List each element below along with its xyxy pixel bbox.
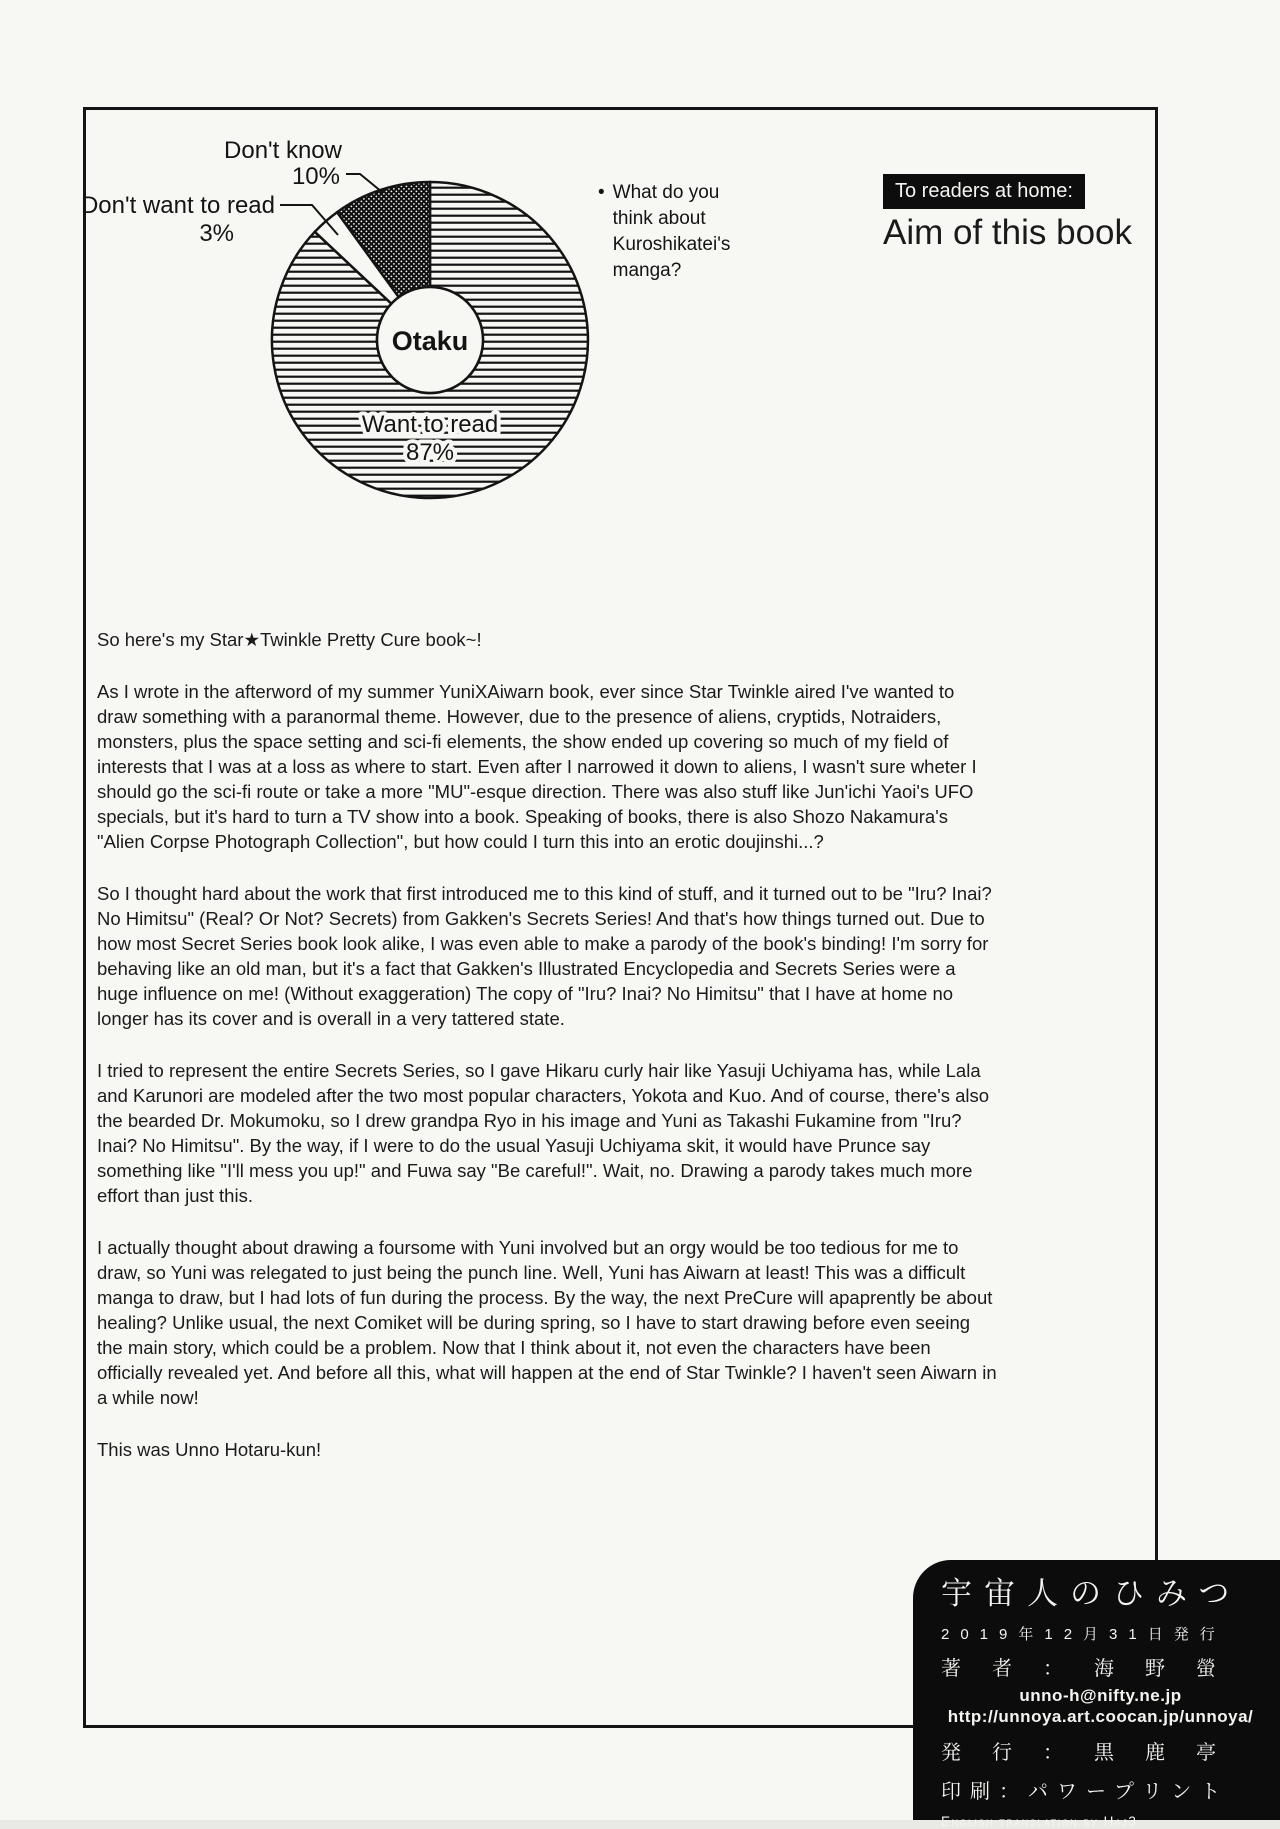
paragraph-4: I actually thought about drawing a foursome with Yuni involved but an orgy would be too tedious for me to draw, so Yuni was relegated to just being the punch line. Well, Yuni has Aiwarn at least! This was a difficult manga to draw, but I had lots of fun during the process. By the way, the next PreCure will apaprently be about healing? Unlike usual, the next Comiket will be during spring, so I have to start drawing before even seeing the main story, which could be a problem. Now that I think about it, not even the characters have been officially revealed yet. And before all this, what will happen at the end of Star Twinkle? I haven't seen Aiwarn in a while now! <box>97 1237 997 1408</box>
pie-chart-svg <box>60 100 600 510</box>
pie-label-dont-know: Don't know <box>224 137 342 164</box>
colophon <box>913 1560 1280 1829</box>
colophon-author: 著者：海野螢 <box>941 1658 1247 1680</box>
pie-label-dont-know-pct: 10% <box>291 163 340 190</box>
colophon-publisher: 発行：黒鹿亭 <box>941 1742 1247 1764</box>
pie-center-label: Otaku <box>391 326 469 356</box>
paragraph-1: As I wrote in the afterword of my summer YuniXAiwarn book, ever since Star Twinkle aired I've wanted to draw something with a paranormal theme. However, due to the presence of aliens, cryptids, Notraiders, monsters, plus the space setting and sci-fi elements, the show ended up covering so much of my field of interests that I was at a loss as where to start. Even after I narrowed it down to aliens, I wasn't sure wheter I should go the sci-fi route or take a more "MU"-esque direction. There was also stuff like Jun'ichi Yaoi's UFO specials, but it's hard to turn a TV show into a book. Speaking of books, there is also Shozo Nakamura's "Alien Corpse Photograph Collection", but how could I turn this into an erotic doujinshi...? <box>97 681 977 852</box>
paragraph-3: I tried to represent the entire Secrets Series, so I gave Hikaru curly hair like Yasuji Uchiyama has, while Lala and Karunori are modeled after the two most popular characters, Yokota and Kuo. And of course, there's also the bearded Dr. Mokumoku, so I drew grandpa Ryo in his image and Yuni as Takashi Fukamine from "Iru? Inai? No Himitsu". By the way, if I were to do the usual Yasuji Uchiyama skit, it would have Prunce say something like "I'll mess you up!" and Fuwa say "Be careful!". Wait, no. Drawing a parody takes much more effort than just this. <box>97 1060 990 1206</box>
aim-title: Aim of this book <box>883 213 1132 252</box>
colophon-printer: 印刷：パワープリント <box>941 1781 1230 1803</box>
pie-label-dont-want: Don't want to read <box>80 192 275 219</box>
bullet-icon: • <box>598 182 605 203</box>
question-text: What do you think about Kuroshikatei's manga? <box>612 182 731 281</box>
afterword-text <box>97 627 997 1489</box>
readers-badge: To readers at home: <box>883 174 1085 209</box>
colophon-email: unno-h@nifty.ne.jp <box>1019 1686 1182 1705</box>
colophon-url: http://unnoya.art.coocan.jp/unnoya/ <box>947 1707 1254 1726</box>
colophon-translation-credit: English translation by Haj3 <box>941 1814 1138 1829</box>
question-note <box>598 180 748 284</box>
leader-line-dont-know <box>346 174 382 192</box>
paragraph-intro: So here's my Star★Twinkle Pretty Cure book~! <box>97 629 482 650</box>
colophon-date: 2019年12月31日発行 <box>941 1626 1226 1643</box>
paragraph-2: So I thought hard about the work that first introduced me to this kind of stuff, and it turned out to be "Iru? Inai? No Himitsu" (Real? Or Not? Secrets) from Gakken's Secrets Series! And that's how things turned out. Due to how most Secret Series book look alike, I was even able to make a parody of the book's binding! I'm sorry for behaving like an old man, but it's a fact that Gakken's Illustrated Encyclopedia and Secrets Series were a huge influence on me! (Without exaggeration) The copy of "Iru? Inai? No Himitsu" that I have at home no longer has its cover and is overall in a very tattered state. <box>97 883 992 1029</box>
paragraph-signoff: This was Unno Hotaru-kun! <box>97 1439 322 1460</box>
pie-label-dont-want-pct: 3% <box>199 220 234 247</box>
colophon-title: 宇宙人のひみつ <box>941 1576 1242 1611</box>
pie-label-want-pct: 87% <box>405 439 455 466</box>
pie-label-want: Want to read <box>361 411 499 438</box>
